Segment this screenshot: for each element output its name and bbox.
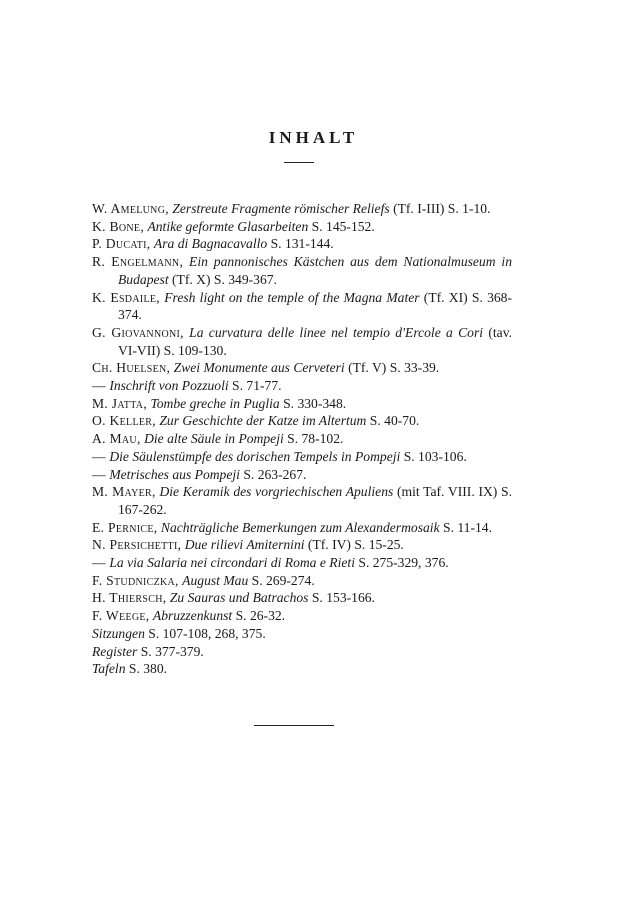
entry-title: Fresh light on the temple of the Magna Mater xyxy=(164,289,420,305)
entry-ref: (Tf. X) S. 349-367. xyxy=(172,271,277,287)
toc-entry xyxy=(92,430,512,448)
toc-entry xyxy=(92,395,512,413)
toc-entry xyxy=(92,289,512,324)
entry-ref: S. 380. xyxy=(128,661,168,677)
entry-ref: S. 145-152. xyxy=(311,218,375,234)
entry-title: La via Salaria nei circondari di Roma e Rieti xyxy=(109,555,355,571)
title-rule xyxy=(284,162,314,163)
table-of-contents xyxy=(92,200,512,678)
toc-entry xyxy=(92,572,512,590)
entry-title: Ara di Bagnacavallo xyxy=(153,236,268,252)
toc-entry xyxy=(92,412,512,430)
toc-entry xyxy=(92,536,512,554)
entry-author: K. Bone, xyxy=(92,218,145,234)
entry-title: Tafeln xyxy=(92,661,126,677)
entry-title: Register xyxy=(92,643,138,659)
toc-entry xyxy=(92,359,512,377)
entry-ref: S. 330-348. xyxy=(283,395,347,411)
entry-title: Die alte Säule in Pompeji xyxy=(144,431,284,447)
entry-title: Antike geformte Glasarbeiten xyxy=(147,218,309,234)
entry-ref: (Tf. XI) S. 368-374. xyxy=(118,289,512,323)
entry-ref: (Tf. V) S. 33-39. xyxy=(348,360,440,376)
entry-author: W. Amelung, xyxy=(92,201,169,216)
entry-author: R. Engelmann, xyxy=(92,254,184,270)
entry-title: Die Keramik des vorgriechischen Apuliens xyxy=(159,484,394,500)
toc-entry xyxy=(92,253,512,288)
toc-entry xyxy=(92,643,512,661)
toc-entry xyxy=(92,554,512,572)
entry-author: P. Ducati, xyxy=(92,236,151,252)
page-title: INHALT xyxy=(268,128,359,147)
toc-entry xyxy=(92,607,512,625)
entry-ref: S. 131-144. xyxy=(270,236,334,252)
entry-title: Zu Sauras und Batrachos xyxy=(169,590,309,606)
toc-entry xyxy=(92,660,512,678)
entry-ref: S. 40-70. xyxy=(369,413,420,429)
toc-entry xyxy=(92,200,512,218)
entry-title: Tombe greche in Puglia xyxy=(150,395,280,411)
entry-ref: S. 269-274. xyxy=(251,572,315,588)
entry-title: Die Säulenstümpfe des dorischen Tempels in Pompeji xyxy=(109,448,401,464)
entry-author: G. Giovannoni, xyxy=(92,324,184,340)
entry-author: — xyxy=(92,378,106,394)
entry-author: E. Pernice, xyxy=(92,519,158,535)
entry-author: M. Mayer, xyxy=(92,484,156,500)
toc-entry xyxy=(92,448,512,466)
entry-title: La curvatura delle linee nel tempio d'Ercole a Cori xyxy=(189,324,484,340)
entry-author: Ch. Huelsen, xyxy=(92,360,171,376)
entry-author: O. Keller, xyxy=(92,413,156,429)
toc-entry xyxy=(92,589,512,607)
entry-title: Zur Geschichte der Katze im Altertum xyxy=(159,413,367,429)
entry-title: Nachträgliche Bemerkungen zum Alexandermosaik xyxy=(160,519,440,535)
entry-title: Zerstreute Fragmente römischer Reliefs xyxy=(172,201,390,216)
entry-title: Inschrift von Pozzuoli xyxy=(109,378,229,394)
closing-rule xyxy=(254,725,334,726)
entry-ref: S. 71-77. xyxy=(232,378,282,394)
entry-ref: (Tf. IV) S. 15-25. xyxy=(307,537,404,553)
entry-author: F. Studniczka, xyxy=(92,572,179,588)
entry-author: — xyxy=(92,448,106,464)
entry-title: Due rilievi Amiternini xyxy=(184,537,305,553)
entry-ref: (mit Taf. VIII. IX) S. 167-262. xyxy=(118,484,512,517)
entry-author: A. Mau, xyxy=(92,431,141,447)
entry-ref: S. 263-267. xyxy=(243,466,307,482)
toc-entry xyxy=(92,483,512,518)
entry-ref: (Tf. I-III) S. 1-10. xyxy=(393,201,491,216)
entry-author: N. Persichetti, xyxy=(92,537,182,553)
entry-ref: (tav. VI-VII) S. 109-130. xyxy=(118,324,513,358)
toc-entry xyxy=(92,324,512,359)
toc-entry xyxy=(92,519,512,537)
entry-title: Ein pannonisches Kästchen aus dem Nationalmuseum in Budapest xyxy=(118,254,512,287)
entry-ref: S. 26-32. xyxy=(235,608,286,624)
entry-title: Zwei Monumente aus Cerveteri xyxy=(173,360,345,376)
entry-author: — xyxy=(92,555,106,571)
entry-ref: S. 275-329, 376. xyxy=(358,555,449,571)
entry-author: — xyxy=(92,466,106,482)
toc-entry xyxy=(92,235,512,253)
entry-author: F. Weege, xyxy=(92,608,150,624)
toc-entry xyxy=(92,218,512,236)
entry-ref: S. 78-102. xyxy=(287,431,344,447)
entry-title: Sitzungen xyxy=(92,625,145,641)
entry-ref: S. 107-108, 268, 375. xyxy=(148,625,266,641)
entry-ref: S. 377-379. xyxy=(140,643,204,659)
entry-ref: S. 153-166. xyxy=(311,590,375,606)
entry-title: Metrisches aus Pompeji xyxy=(109,466,240,482)
entry-title: Abruzzenkunst xyxy=(152,608,233,624)
entry-title: August Mau xyxy=(182,572,249,588)
entry-author: M. Jatta, xyxy=(92,395,148,411)
entry-ref: S. 11-14. xyxy=(443,519,492,535)
toc-entry xyxy=(92,625,512,643)
entry-author: H. Thiersch, xyxy=(92,590,167,606)
toc-entry xyxy=(92,377,512,395)
toc-entry xyxy=(92,466,512,484)
entry-author: K. Esdaile, xyxy=(92,289,160,305)
entry-ref: S. 103-106. xyxy=(403,448,467,464)
